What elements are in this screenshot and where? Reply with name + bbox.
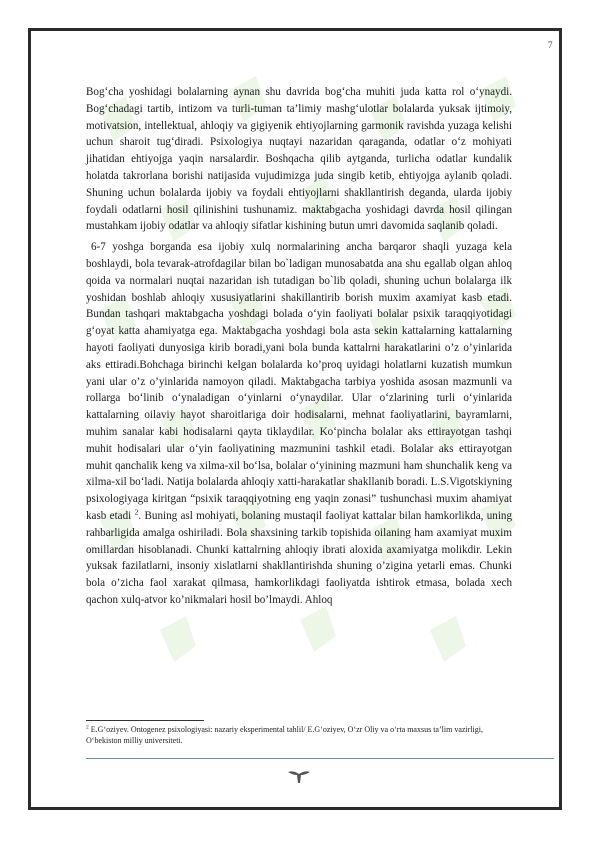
page-number: 7 [548,40,553,50]
footer-divider [86,758,554,759]
footnote-marker: 2 [86,724,89,731]
paragraph-1: Bog‘cha yoshidagi bolalarning aynan shu davrida bog‘cha muhiti juda katta rol o‘ynaydi. Bog‘chadagi tartib, intizom va turli-tuman ta’limiy mashg‘ulotlar bolalarda yuksak ijtimoiy, motivatsion, intellektual, ahloqiy va gigiyenik ehtiyojlarning garmonik ravishda yuzaga kelishi uchun sharoit tug‘diradi. Psixologiya nuqtayi nazaridan qaraganda, odatlar o‘z mohiyati jihatidan ehtiyojga yaqin narsalardir. Boshqacha qilib aytganda, turlicha odatlar kundalik holatda takrorlana borishi natijasida vujudimizga juda singib ketib, ehtiyojga aylanib qoladi. Shuning uchun bolalarda ijobiy va foydali ehtiyojlarni shakllantirish deganda, ularda ijobiy foydali odatlarni hosil qilinishini tushunamiz. maktabgacha yoshidagi davrda hosil qilingan mustahkam ijobiy odatlar va ahloqiy sifatlar kishining butun umri davomida saqlanib qoladi. [86,86,512,233]
footnote-reference: 2 [134,507,139,517]
footnote [86,725,512,746]
body-text [86,84,512,609]
footnote-text: E.G‘oziyev. Ontogenez psixologiyasi: nazariy eksperimental tahlil/ E.G‘oziyev, O‘zr Oliy va o‘rta maxsus ta’lim vazirligi, O‘bekiston milliy universiteti. [86,725,483,745]
footnote-divider [86,720,204,721]
paragraph-2: 6-7 yoshga borganda esa ijobiy xulq normalarining ancha barqaror shaqli yuzaga kela boshlaydi, bola tevarak-atrofdagilar bilan bo`ladigan munosabatda ana shu egallab olgan ahloq qoida va normalari nuqtai nazaridan ish tutadigan bo`lib qoladi, shuning uchun bolalarga ilk yoshidan boshlab ahloqiy xususiyatlarini shakillantirib borish muxim axamiyat kasb etadi. Bundan tashqari maktabgacha yoshdagi bolada o‘yin faoliyati bolalar psixik taraqqiyotidagi g‘oyat katta ahamiyatga ega. Maktabgacha yoshdagi bola asta sekin kattalarning kattalarning hayoti faoliyati dunyosiga kirib boradi,yani bola bunda kattalrni harakatlarini o’z o’yinlarida aks ettiradi.Bohchaga birinchi kelgan bolalarda ko’proq uyidagi holatlarni kuzatish mumkun yani ular o’z o’yinlarida namoyon qiladi. Maktabgacha tarbiya yoshida asosan mazmunli va rollarga bo‘linib o‘ynaladigan o‘yinlarni o‘ynaydilar. Ular o‘zlarining turli o‘yinlarida kattalarning oilaviy hayot sharoitlariga doir hodisalarni, mehnat faoliyatlarini, bayramlarni, muhim sanalar kabi hodisalarni qayta tiklaydilar. Ko‘pincha bolalar aks ettirayotgan tashqi muhit hodisalari ular o‘yin faoliyatining mazmunini tashkil etadi. Bolalar aks ettirayotgan muhit qanchalik keng va xilma-xil bo‘lsa, bolalar o‘yinining mazmuni ham shunchalik keng va xilma-xil bo‘ladi. Natija bolalarda ahloqiy xatti-harakatlar shakllanib boradi. L.S.Vigotskiyning psixologiyaga kiritgan “psixik taraqqiyotning eng yaqin zonasi” tushunchasi muxim ahamiyat kasb etadi $^2$. Buning asl mohiyati, bolaning mustaqil faoliyat kattalar bilan hamkorlikda, uning rahbarligida amalga oshiriladi. Bola shaxsining tarkib topishida oilaning ham axamiyat muxim omillardan hisoblanadi. Chunki kattalrning ahloqiy ibrati aloxida axamiyatga molikdir. Lekin yuksak fazilatlarni, insoniy xislatlarni shakllantirishda shuning o’zigina yetarli emas. Chunki bola o’zicha faol xarakat qilmasa, hamkorlikdagi faoliyatda ishtirok etmasa, bolada xech qachon xulq-atvor ko’nikmalari hosil bo’lmaydi. Ahloq [86,241,513,606]
paragraph-2-text: 6-7 yoshga borganda esa ijobiy xulq normalarining ancha barqaror shaqli yuzaga kela boshlaydi, bola tevarak-atrofdagilar bilan bo`ladigan munosabatda ana shu egallab olgan ahloq qoida va normalari nuqtai nazaridan ish tutadigan bo`lib qoladi, shuning uchun bolalarga ilk yoshidan boshlab ahloqiy xususiyatlarini shakillantirib borish muxim axamiyat kasb etadi. Bundan tashqari maktabgacha yoshdagi bolada o‘yin faoliyati bolalar psixik taraqqiyotidagi g‘oyat katta ahamiyatga ega. Maktabgacha yoshdagi bola asta sekin kattalarning kattalarning hayoti faoliyati dunyosiga kirib boradi,yani bola bunda kattalrni harakatlarini o’z o’yinlarida aks ettiradi.Bohchaga birinchi kelgan bolalarda ko’proq uyidagi holatlarni kuzatish mumkun yani ular o’z o’yinlarida namoyon qiladi. Maktabgacha tarbiya yoshida asosan mazmunli va rollarga bo‘linib o‘ynaladigan o‘yinlarni o‘ynaydilar. Ular o‘zlarining turli o‘yinlarida kattalarning oilaviy hayot sharoitlariga doir hodisalarni, mehnat faoliyatlarini, bayramlarni, muhim sanalar kabi hodisalarni qayta tiklaydilar. Ko‘pincha bolalar aks ettirayotgan tashqi muhit hodisalari ular o‘yin faoliyatining mazmunini tashkil etadi. Bolalar aks ettirayotgan muhit qanchalik keng va xilma-xil bo‘lsa, bolalar o‘yinining mazmuni ham shunchalik keng va xilma-xil bo‘ladi. Natija bolalarda ahloqiy xatti-harakatlar shakllanib boradi. L.S.Vigotskiyning psixologiyaga kiritgan “psixik taraqqiyotning eng yaqin zonasi” tushunchasi muxim ahamiyat kasb etadi [86,241,512,522]
emblem-icon [286,769,312,785]
paragraph-2-continuation: Buning asl mohiyati, bolaning mustaqil faoliyat kattalar bilan hamkorlikda, uning rahbarligida amalga oshiriladi. Bola shaxsining tarkib topishida oilaning ham axamiyat muxim omillardan hisoblanadi. Chunki kattalrning ahloqiy ibrati aloxida axamiyatga molikdir. Lekin yuksak fazilatlarni, insoniy xislatlarni shakllantirishda shuning o’zigina yetarli emas. Chunki bola o’zicha faol xarakat qilmasa, hamkorlikdagi faoliyatda ishtirok etmasa, bolada xech qachon xulq-atvor ko’nikmalari hosil bo’lmaydi. Ahloq [86,509,513,606]
